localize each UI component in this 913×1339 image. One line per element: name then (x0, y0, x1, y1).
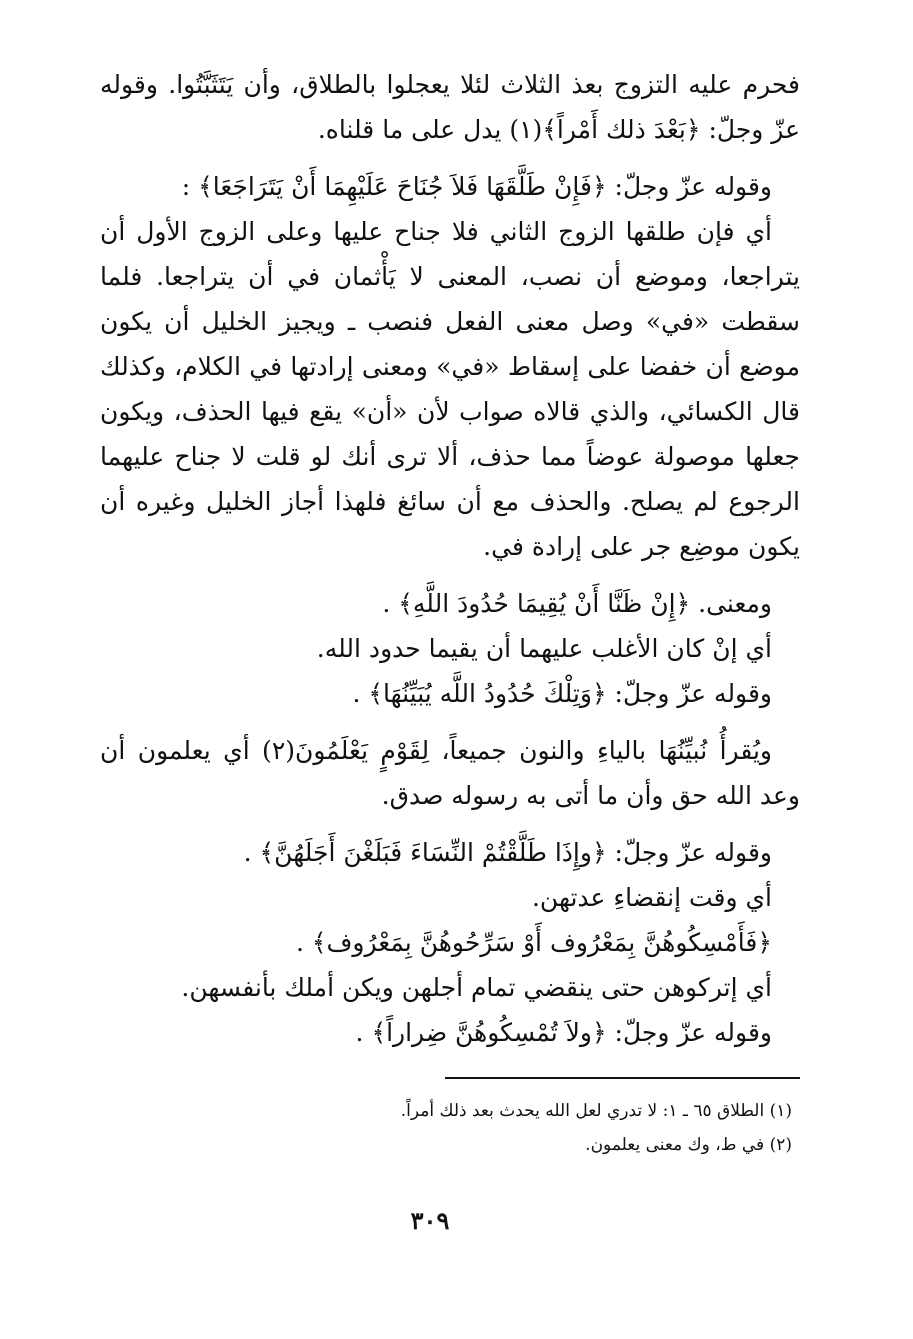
verse-line-5: ﴿فَأَمْسِكُوهُنَّ بِمَعْرُوف أَوْ سَرِّحُوهُنَّ بِمَعْرُوف﴾ . (295, 928, 772, 957)
verse-line-3: وقوله عزّ وجلّ: ﴿وَتِلْكَ حُدُودُ اللَّه يُبَيِّنُهَا﴾ . (352, 679, 772, 708)
paragraph-reading: ويُقرأُ نُبيِّنُهَا بالياءِ والنون جميعاً، لِقَوْمٍ يَعْلَمُونَ(٢) أي يعلمون أن وعد الله حق وأن ما أتى به رسوله صدق. (100, 736, 800, 810)
footnotes (100, 1094, 800, 1162)
main-text (100, 62, 800, 1055)
explanation-line-2: أي وقت إنقضاءِ عدتهن. (531, 883, 772, 912)
verse-line-1: وقوله عزّ وجلّ: ﴿فَإِنْ طَلَّقَهَا فَلاَ جُنَاحَ عَلَيْهِمَا أَنْ يَتَرَاجَعَا﴾ : (181, 172, 772, 201)
paragraph-1: فحرم عليه التزوج بعذ الثلاث لئلا يعجلوا بالطلاق، وأن يَتَثَبَّتُوا. وقوله عزّ وجلّ: ﴿بَعْدَ ذلك أَمْراً﴾(١) يدل على ما قلناه. (100, 70, 800, 144)
verse-line-4: وقوله عزّ وجلّ: ﴿وإِذَا طَلَّقْتُمْ النِّسَاءَ فَبَلَغْنَ أَجَلَهُنَّ﴾ . (243, 838, 772, 867)
verse-line-6: وقوله عزّ وجلّ: ﴿ولاَ تُمْسِكُوهُنَّ ضِراراً﴾ . (355, 1018, 772, 1047)
footnote-divider (445, 1077, 800, 1079)
paragraph-commentary: أي فإن طلقها الزوج الثاني فلا جناح عليها وعلى الزوج الأول أن يتراجعا، وموضع أن نصب، المعنى لا يَأْثمان في أن يتراجعا. فلما سقطت «في» وصل معنى الفعل فنصب ـ ويجيز الخليل أن يكون موضع أن خفضا على إسقاط «في» ومعنى إرادتها في الكلام، وكذلك قال الكسائي، والذي قالاه صواب لأن «أن» يقع فيها الحذف، ويكون جعلها موصولة عوضاً مما حذف، ألا ترى أنك لو قلت لا جناح عليهما الرجوع لم يصلح. والحذف مع أن سائغ فلهذا أجاز الخليل وغيره أن يكون موضِع جر على إرادة في. (100, 217, 800, 561)
verse-line-2: ومعنى. ﴿إِنْ ظَنَّا أَنْ يُقِيمَا حُدُودَ اللَّهِ﴾ . (382, 589, 772, 618)
footnote-2: (٢) في ط، وك معنى يعلمون. (585, 1135, 792, 1155)
footnote-1: (١) الطلاق ٦٥ ـ ١: لا تدري لعل الله يحدث بعد ذلك أمراً. (400, 1101, 792, 1121)
explanation-line-3: أي إتركوهن حتى ينقضي تمام أجلهن ويكن أملك بأنفسهن. (181, 973, 772, 1002)
page-number: ٣٠٩ (410, 1206, 450, 1235)
verse-block-1 (100, 581, 800, 716)
verse-block-2 (100, 830, 800, 1055)
explanation-line-1: أي إنْ كان الأغلب عليهما أن يقيما حدود الله. (316, 634, 772, 663)
